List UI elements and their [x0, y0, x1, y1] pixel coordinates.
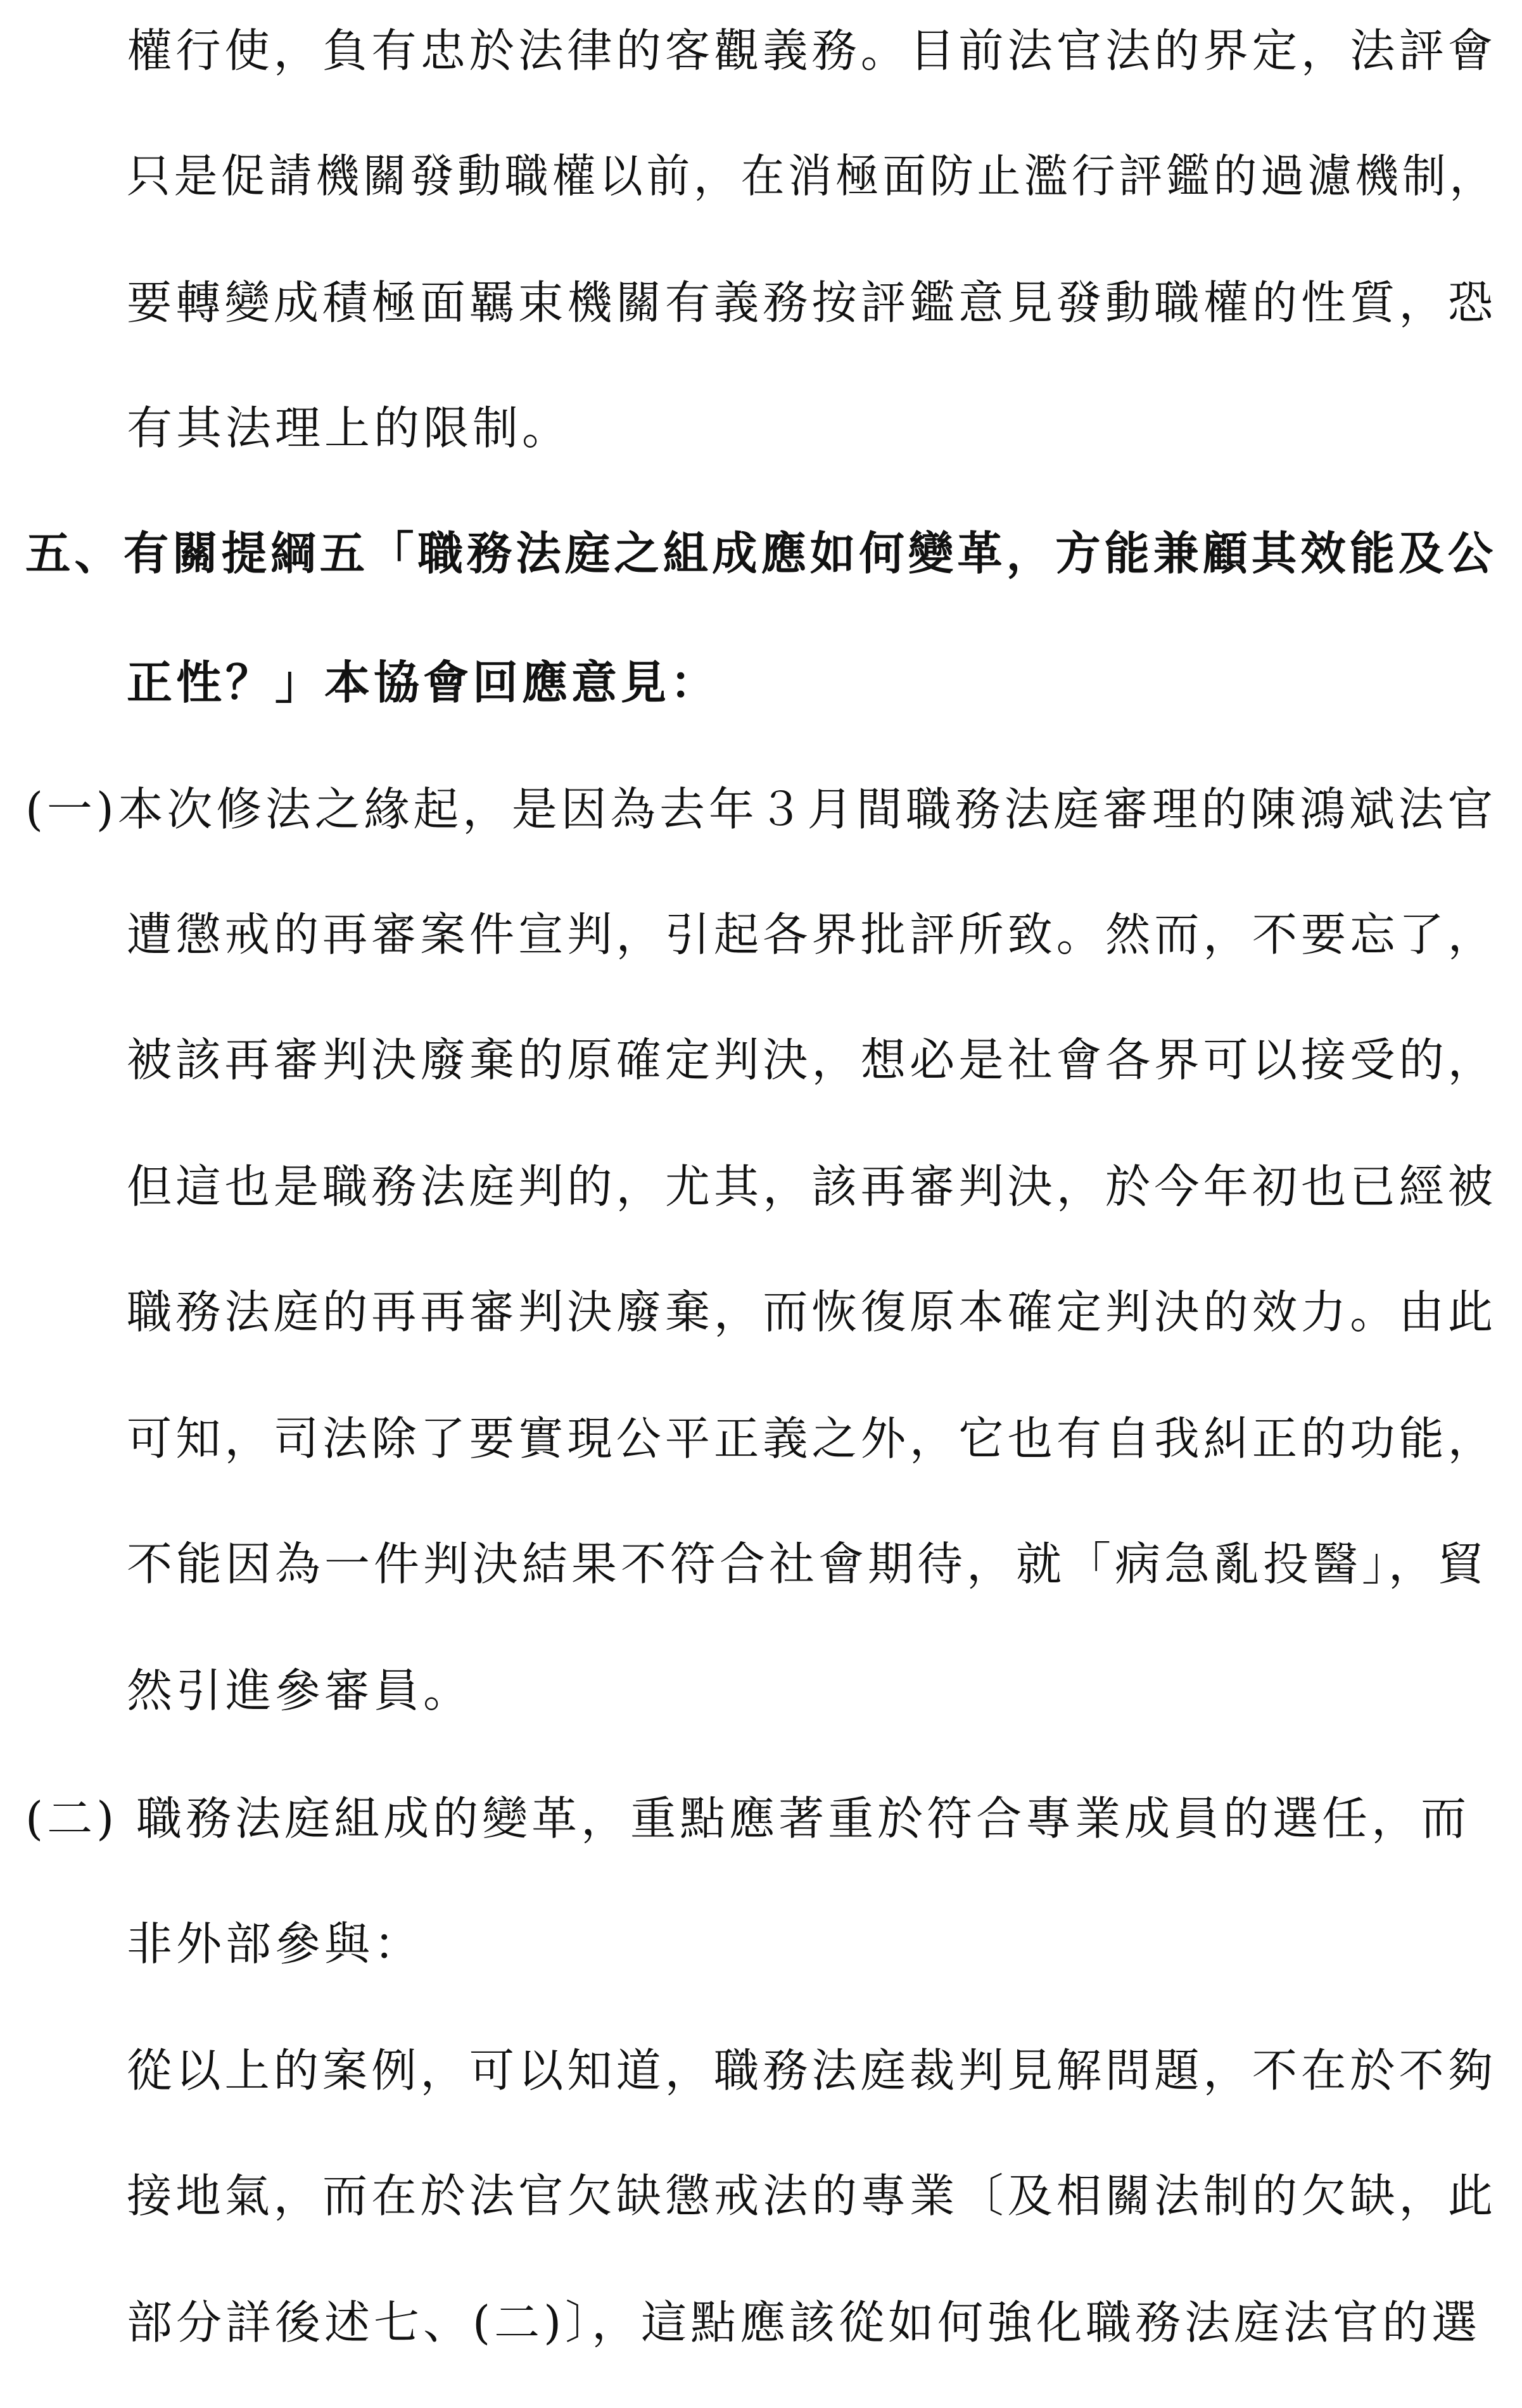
subsection-one: (一)本次修法之緣起，是因為去年３月間職務法庭審理的陳鴻斌法官	[25, 783, 1497, 836]
text-line: 然引進參審員。	[127, 1664, 473, 1717]
text-line: 要轉變成積極面羈束機關有義務按評鑑意見發動職權的性質，恐	[127, 276, 1497, 329]
text-line: 但這也是職務法庭判的，尤其，該再審判決，於今年初也已經被	[127, 1160, 1497, 1213]
text-line: 不能因為一件判決結果不符合社會期待，就「病急亂投醫」，貿	[127, 1537, 1488, 1591]
text-line: 被該再審判決廢棄的原確定判決，想必是社會各界可以接受的，	[127, 1033, 1497, 1087]
text-line: 從以上的案例，可以知道，職務法庭裁判見解問題，不在於不夠	[127, 2044, 1497, 2097]
text-line: 接地氣，而在於法官欠缺懲戒法的專業〔及相關法制的欠缺，此	[127, 2169, 1497, 2222]
text-line: 非外部參與：	[127, 1917, 424, 1970]
text-line: 權行使，負有忠於法律的客觀義務。目前法官法的界定，法評會	[127, 24, 1497, 77]
text-line: 部分詳後述七、(二)〕，這點應該從如何強化職務法庭法官的選	[127, 2296, 1481, 2349]
section-heading: 五、有關提綱五「職務法庭之組成應如何變革，方能兼顧其效能及公	[25, 526, 1497, 580]
text-line: 只是促請機關發動職權以前，在消極面防止濫行評鑑的過濾機制，	[127, 149, 1497, 203]
text-line: 可知，司法除了要實現公平正義之外，它也有自我糾正的功能，	[127, 1412, 1497, 1465]
text-line: 職務法庭的再再審判決廢棄，而恢復原本確定判決的效力。由此	[127, 1285, 1497, 1339]
text-line: 遭懲戒的再審案件宣判，引起各界批評所致。然而，不要忘了，	[127, 908, 1497, 961]
section-heading-continued: 正性？」本協會回應意見：	[127, 655, 720, 709]
subsection-two: (二) 職務法庭組成的變革，重點應著重於符合專業成員的選任，而	[25, 1792, 1471, 1845]
text-line: 有其法理上的限制。	[127, 401, 572, 455]
